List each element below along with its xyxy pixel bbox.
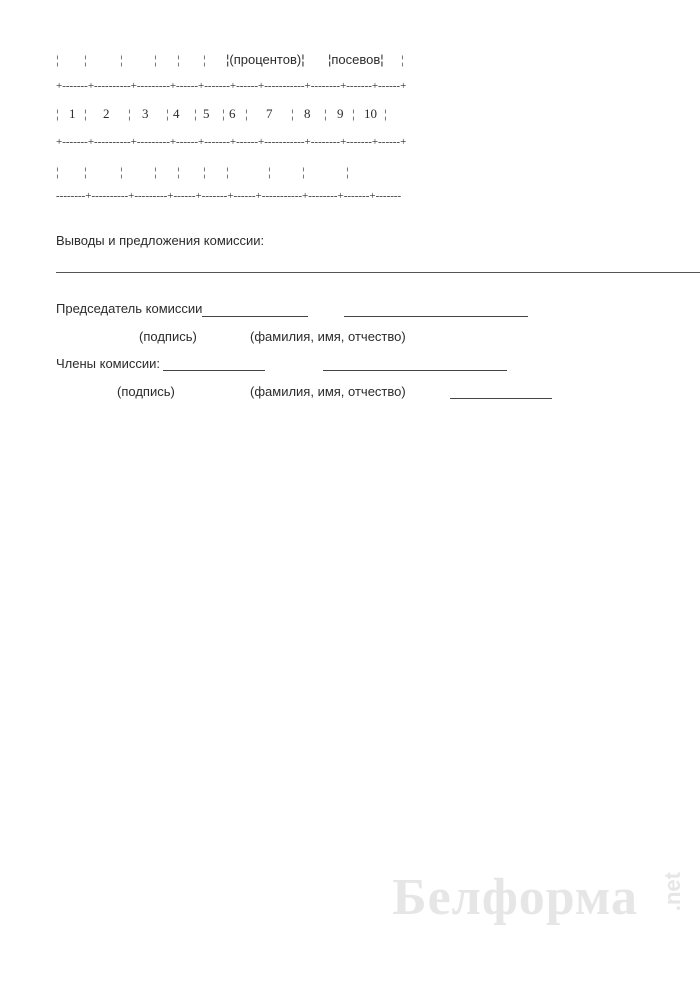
chairman-name-line: [344, 316, 528, 317]
table-header-sowing: ¦посевов¦: [328, 52, 384, 67]
table-border: ¦: [291, 106, 294, 121]
table-border: ¦: [177, 164, 180, 179]
table-border: ¦: [166, 106, 169, 121]
members-signature-caption: (подпись): [117, 384, 175, 399]
table-border: ¦: [401, 52, 404, 67]
table-separator: +-------+----------+---------+------+-------+------+-----------+--------+-------+------+: [56, 136, 407, 148]
chairman-signature-caption: (подпись): [139, 329, 197, 344]
table-border: ¦: [268, 164, 271, 179]
column-number: 1: [69, 106, 76, 121]
table-border: ¦: [384, 106, 387, 121]
column-number: 10: [364, 106, 377, 121]
table-border: ¦: [302, 164, 305, 179]
column-number: 3: [142, 106, 149, 121]
table-border: ¦: [84, 164, 87, 179]
table-border: ¦: [56, 106, 59, 121]
table-border: ¦: [120, 164, 123, 179]
table-border: ¦: [56, 164, 59, 179]
table-border: ¦: [245, 106, 248, 121]
column-number: 5: [203, 106, 210, 121]
table-border: ¦: [84, 106, 87, 121]
table-border: ¦: [194, 106, 197, 121]
table-border: ¦: [154, 52, 157, 67]
table-bottom-line: --------+----------+---------+------+-------+------+-----------+--------+-------+-------: [56, 190, 402, 202]
table-border: ¦: [154, 164, 157, 179]
chairman-signature-line: [202, 316, 308, 317]
table-border: ¦: [128, 106, 131, 121]
table-border: ¦: [84, 52, 87, 67]
table-separator: +-------+----------+---------+------+-------+------+-----------+--------+-------+------+: [56, 80, 407, 92]
column-number: 8: [304, 106, 311, 121]
members-name-caption: (фамилия, имя, отчество): [250, 384, 406, 399]
column-number: 7: [266, 106, 273, 121]
table-border: ¦: [324, 106, 327, 121]
members-label: Члены комиссии:: [56, 356, 161, 371]
table-border: ¦: [120, 52, 123, 67]
table-border: ¦: [203, 52, 206, 67]
members-signature-line: [163, 370, 265, 371]
chairman-label: Председатель комиссии: [56, 301, 203, 316]
table-border: ¦: [56, 52, 59, 67]
watermark-logo: Белформа: [392, 869, 638, 926]
table-border: ¦: [222, 106, 225, 121]
chairman-name-caption: (фамилия, имя, отчество): [250, 329, 406, 344]
table-border: ¦: [352, 106, 355, 121]
table-border: ¦: [177, 52, 180, 67]
column-number: 6: [229, 106, 236, 121]
members-name-line: [323, 370, 507, 371]
column-number: 2: [103, 106, 110, 121]
table-border: ¦: [346, 164, 349, 179]
watermark-suffix: .net: [660, 872, 685, 912]
conclusions-line: [56, 272, 700, 273]
column-number: 9: [337, 106, 344, 121]
members-extra-line: [450, 398, 552, 399]
table-border: ¦: [226, 164, 229, 179]
column-number: 4: [173, 106, 180, 121]
table-border: ¦: [203, 164, 206, 179]
table-header-percent: ¦(процентов)¦: [226, 52, 305, 67]
conclusions-label: Выводы и предложения комиссии:: [56, 233, 265, 248]
